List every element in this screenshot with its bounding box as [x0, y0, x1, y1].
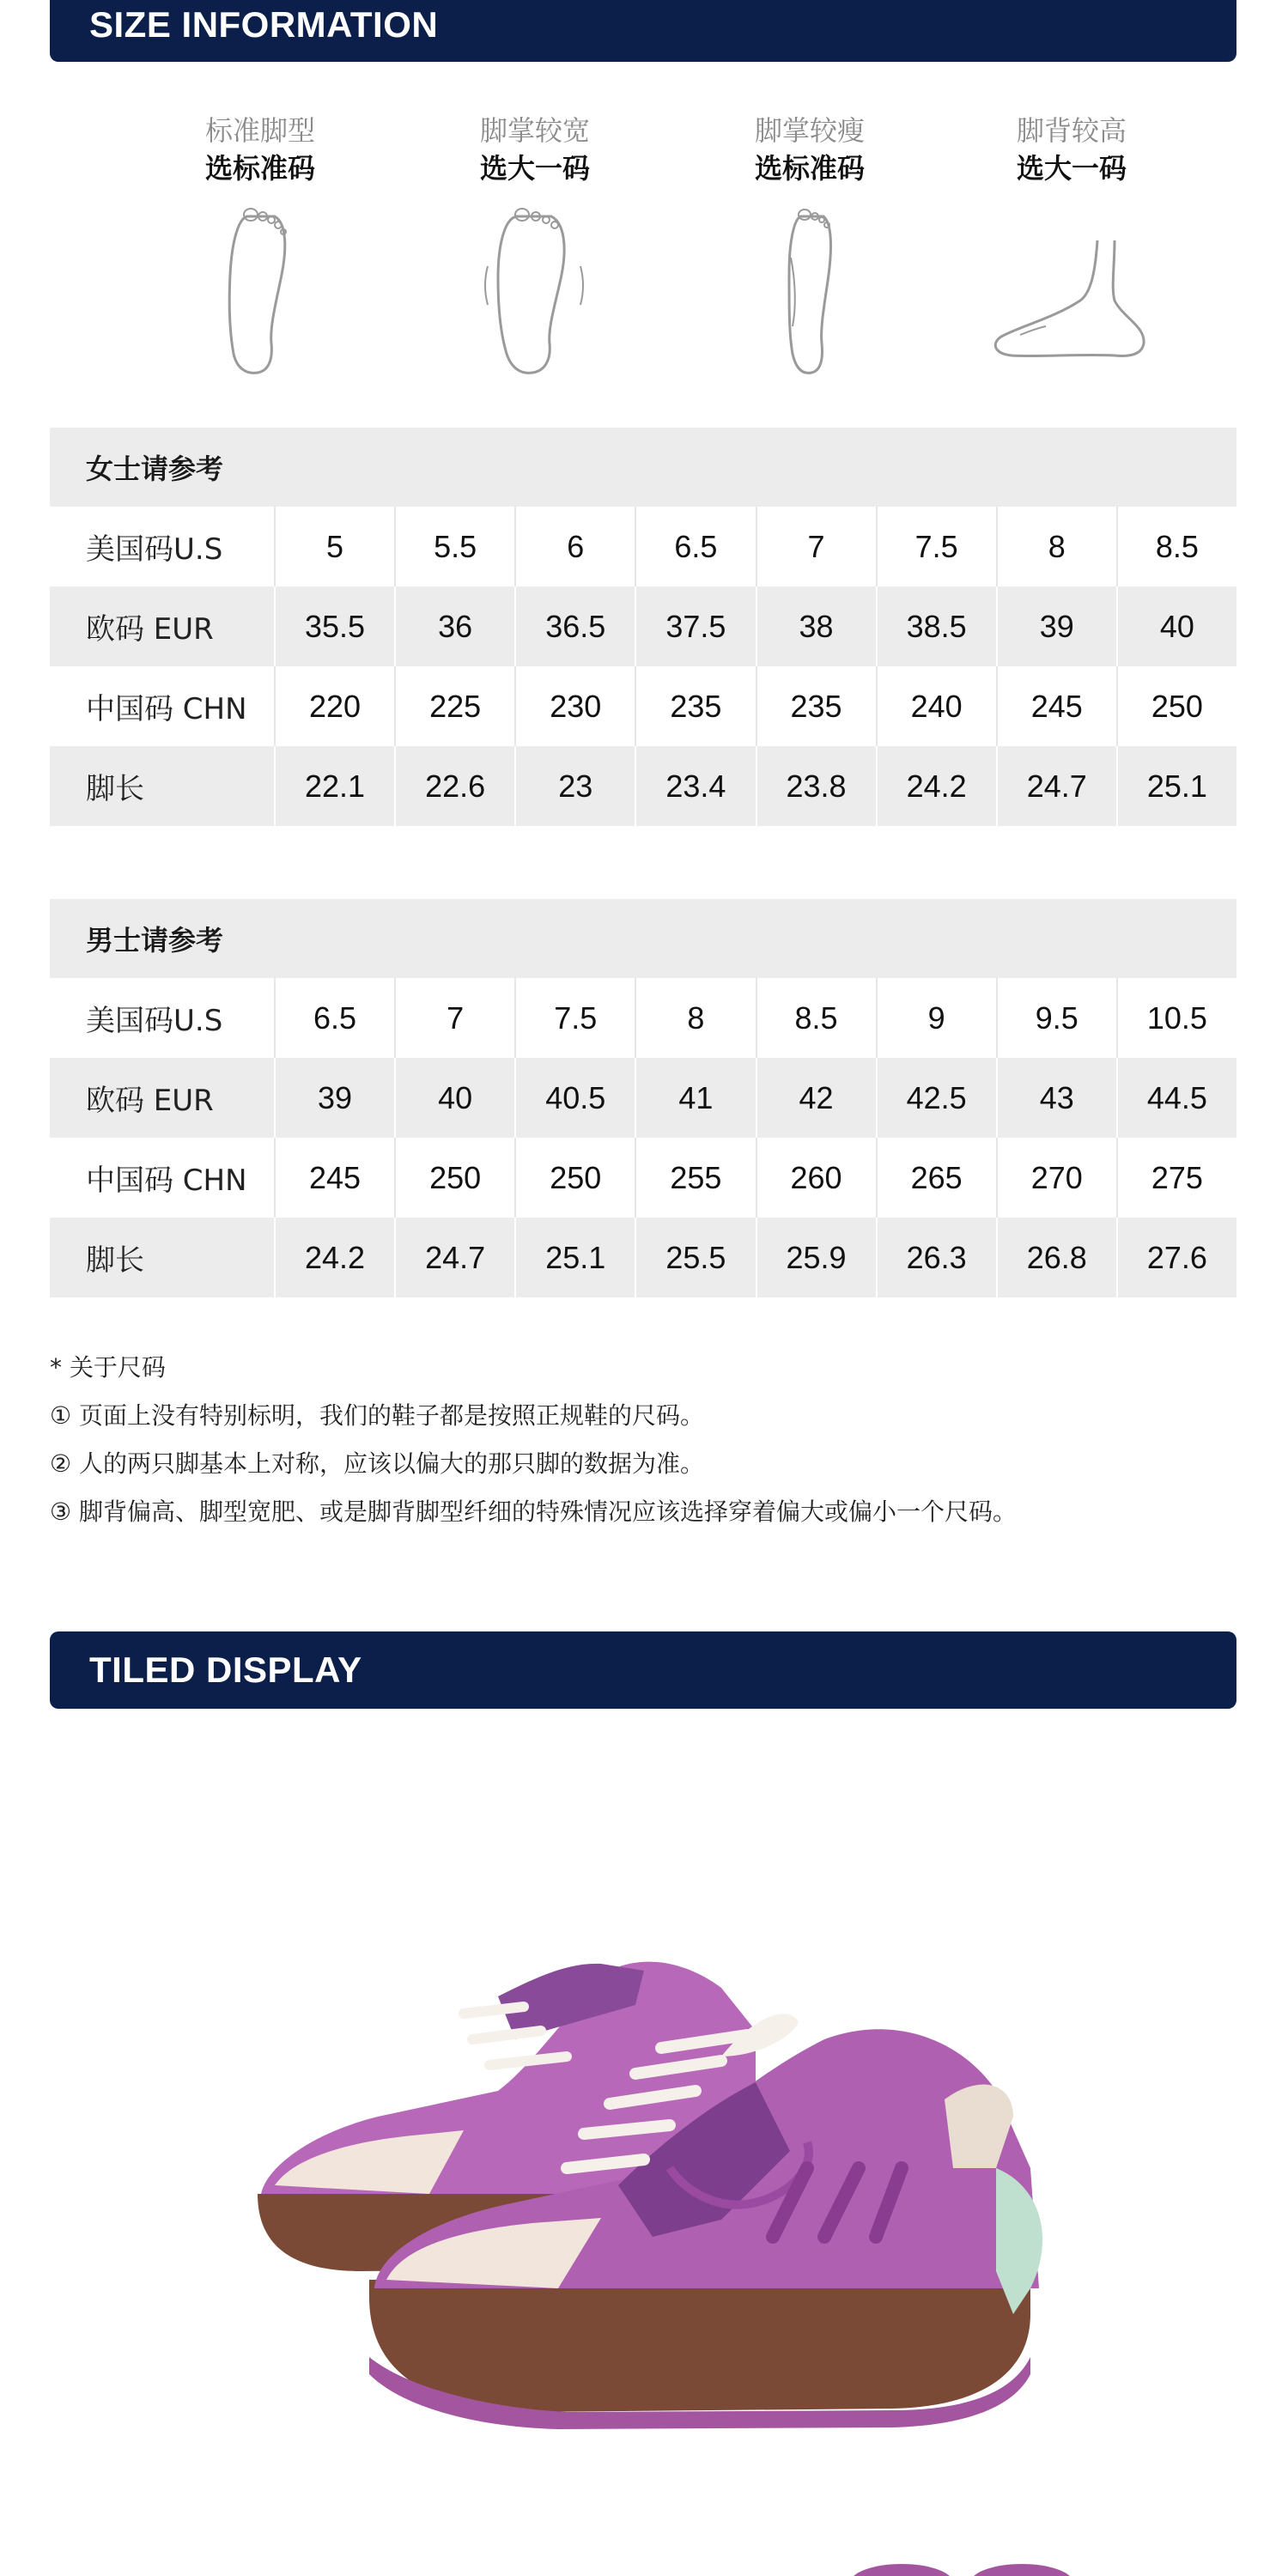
table-cell: 24.7: [998, 746, 1118, 826]
table-cell: 9: [878, 978, 998, 1058]
table-cell: 225: [396, 666, 516, 746]
table-cell: 42.5: [878, 1058, 998, 1138]
table-cell: 22.1: [276, 746, 396, 826]
table-cell: 44.5: [1146, 1079, 1207, 1115]
table-row: [50, 1058, 1236, 1138]
size-information-banner: [50, 0, 1236, 62]
men-table-title: 男士请参考: [50, 899, 1236, 978]
table-cell: 250: [1151, 688, 1203, 724]
table-cell: 230: [516, 666, 636, 746]
sneakers-product-image: [240, 1911, 1099, 2460]
row-label: 中国码 CHN: [50, 1138, 276, 1218]
foot-guide-label: 标准脚型: [204, 114, 315, 147]
table-cell: 250: [396, 1138, 516, 1218]
standard-foot-icon: [213, 206, 307, 378]
table-cell: 40.5: [516, 1058, 636, 1138]
note-item: ② 人的两只脚基本上对称，应该以偏大的那只脚的数据为准。: [50, 1449, 705, 1478]
women-size-table: [50, 428, 1236, 826]
table-cell: 245: [998, 666, 1118, 746]
table-cell: 6.5: [276, 978, 396, 1058]
table-cell: 8: [636, 978, 756, 1058]
table-cell: 26.8: [998, 1218, 1118, 1297]
men-size-table: [50, 899, 1236, 1297]
foot-guide-advice: 选大一码: [479, 152, 590, 185]
table-cell: 42: [757, 1058, 878, 1138]
note-item: ① 页面上没有特别标明，我们的鞋子都是按照正规鞋的尺码。: [50, 1401, 705, 1430]
table-cell: 5: [276, 507, 396, 586]
table-cell: 7.5: [516, 978, 636, 1058]
table-cell: 8.5: [757, 978, 878, 1058]
table-cell: 260: [757, 1138, 878, 1218]
table-cell: 250: [516, 1138, 636, 1218]
foot-guide-label: 脚掌较瘦: [754, 114, 865, 147]
row-label: 欧码 EUR: [50, 586, 276, 666]
table-cell: 8.5: [1155, 528, 1199, 564]
tiled-display-banner: [50, 1631, 1236, 1709]
tiled-display-title: TILED DISPLAY: [89, 1649, 362, 1690]
row-label: 脚长: [50, 1218, 276, 1297]
table-cell: 235: [636, 666, 756, 746]
size-notes: [50, 1344, 1236, 1536]
table-row: [50, 586, 1236, 666]
table-cell: 41: [636, 1058, 756, 1138]
table-cell: 240: [878, 666, 998, 746]
table-row: [50, 746, 1236, 826]
table-cell: 23.4: [636, 746, 756, 826]
next-product-image-peek: [841, 2557, 1082, 2576]
foot-type-guides: [50, 112, 1236, 395]
foot-guide-standard: [131, 112, 389, 378]
foot-guide-advice: 选大一码: [1016, 152, 1127, 185]
table-cell: 265: [878, 1138, 998, 1218]
table-cell: 10.5: [1146, 999, 1207, 1036]
table-row: [50, 666, 1236, 746]
foot-guide-advice: 选标准码: [204, 152, 315, 185]
table-cell: 24.2: [878, 746, 998, 826]
row-label: 脚长: [50, 746, 276, 826]
table-cell: 235: [757, 666, 878, 746]
table-cell: 220: [276, 666, 396, 746]
row-label: 中国码 CHN: [50, 666, 276, 746]
high-instep-foot-icon: [986, 206, 1157, 378]
table-cell: 245: [276, 1138, 396, 1218]
row-label: 欧码 EUR: [50, 1058, 276, 1138]
foot-guide-advice: 选标准码: [754, 152, 865, 185]
table-cell: 5.5: [396, 507, 516, 586]
table-cell: 23.8: [757, 746, 878, 826]
size-information-title: SIZE INFORMATION: [89, 4, 439, 45]
table-cell: 39: [276, 1058, 396, 1138]
wide-foot-icon: [479, 206, 591, 378]
table-cell: 7.5: [878, 507, 998, 586]
table-cell: 39: [998, 586, 1118, 666]
table-cell: 22.6: [396, 746, 516, 826]
table-cell: 27.6: [1146, 1239, 1207, 1275]
notes-heading: * 关于尺码: [50, 1353, 166, 1382]
table-cell: 25.5: [636, 1218, 756, 1297]
table-cell: 7: [396, 978, 516, 1058]
table-cell: 35.5: [276, 586, 396, 666]
table-row: [50, 978, 1236, 1058]
table-cell: 40: [1159, 608, 1194, 644]
table-cell: 9.5: [998, 978, 1118, 1058]
table-cell: 36: [396, 586, 516, 666]
table-cell: 37.5: [636, 586, 756, 666]
table-cell: 6: [516, 507, 636, 586]
note-item: ③ 脚背偏高、脚型宽肥、或是脚背脚型纤细的特殊情况应该选择穿着偏大或偏小一个尺码。: [50, 1498, 1018, 1526]
foot-guide-label: 脚背较高: [1016, 114, 1127, 147]
table-cell: 23: [516, 746, 636, 826]
row-label: 美国码U.S: [50, 507, 276, 586]
table-cell: 24.2: [276, 1218, 396, 1297]
narrow-foot-icon: [767, 206, 853, 378]
foot-guide-narrow: [681, 112, 939, 378]
table-cell: 36.5: [516, 586, 636, 666]
table-cell: 275: [1151, 1159, 1203, 1195]
foot-guide-label: 脚掌较宽: [479, 114, 590, 147]
table-cell: 7: [757, 507, 878, 586]
table-cell: 40: [396, 1058, 516, 1138]
foot-guide-wide: [406, 112, 664, 378]
table-cell: 25.9: [757, 1218, 878, 1297]
table-cell: 25.1: [516, 1218, 636, 1297]
table-cell: 25.1: [1146, 768, 1207, 804]
table-row: [50, 1138, 1236, 1218]
women-table-title: 女士请参考: [50, 428, 1236, 507]
table-cell: 255: [636, 1138, 756, 1218]
table-cell: 43: [998, 1058, 1118, 1138]
table-row: [50, 1218, 1236, 1297]
table-cell: 24.7: [396, 1218, 516, 1297]
foot-guide-high-instep: [943, 112, 1200, 378]
table-row: [50, 507, 1236, 586]
table-cell: 8: [998, 507, 1118, 586]
table-cell: 38: [757, 586, 878, 666]
table-cell: 26.3: [878, 1218, 998, 1297]
table-cell: 270: [998, 1138, 1118, 1218]
row-label: 美国码U.S: [50, 978, 276, 1058]
table-cell: 6.5: [636, 507, 756, 586]
table-cell: 38.5: [878, 586, 998, 666]
